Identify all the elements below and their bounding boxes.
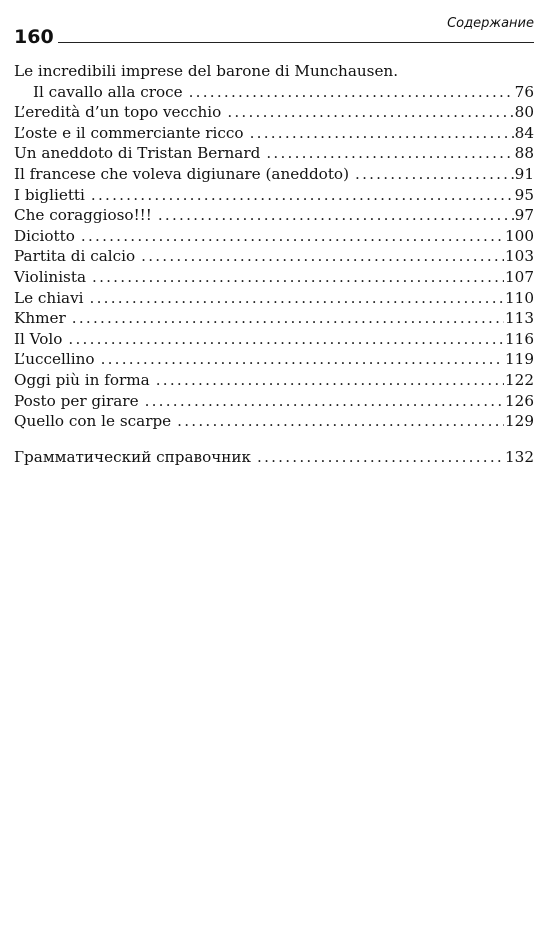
toc-entry-title: Che coraggioso!!! [14, 206, 152, 225]
header-rule [58, 42, 534, 43]
dot-leader [257, 447, 504, 468]
dot-leader [68, 329, 504, 350]
toc-entry-page: 122 [505, 370, 534, 389]
dot-leader [72, 308, 504, 329]
toc-entry-page: 126 [505, 391, 534, 410]
page-number: 160 [14, 26, 54, 48]
dot-leader [145, 391, 504, 412]
dot-leader [101, 349, 504, 370]
toc-entry [14, 349, 534, 370]
toc-entry [14, 288, 534, 309]
toc-entry-page: 100 [505, 226, 534, 245]
toc-entry [14, 226, 534, 247]
toc-entry-title: L’uccellino [14, 350, 95, 369]
toc-entry-page: 76 [514, 82, 534, 101]
toc-entry-page: 84 [514, 123, 534, 142]
toc-entry-title: Violinista [14, 267, 87, 286]
toc-entry-page: 88 [514, 144, 534, 163]
toc-entry-title: Il cavallo alla croce [33, 82, 183, 101]
toc-heading-munchausen [14, 61, 534, 82]
table-of-contents [14, 61, 534, 467]
dot-leader [141, 246, 504, 267]
toc-entry [14, 370, 534, 391]
toc-entry-title: I biglietti [14, 185, 85, 204]
toc-entry-title: Oggi più in forma [14, 370, 150, 389]
toc-entry-title: L’eredità d’un topo vecchio [14, 103, 222, 122]
toc-entry [14, 267, 534, 288]
dot-leader [227, 102, 513, 123]
toc-entry-page: 97 [514, 206, 534, 225]
toc-entry-page: 113 [505, 309, 534, 328]
toc-entry [14, 143, 534, 164]
toc-entry [14, 205, 534, 226]
toc-entry-grammar [14, 447, 534, 468]
toc-entry [14, 123, 534, 144]
dot-leader [90, 288, 504, 309]
dot-leader [81, 226, 504, 247]
toc-entry [14, 391, 534, 412]
toc-entry-title: Un aneddoto di Tristan Bernard [14, 144, 261, 163]
toc-entry [14, 308, 534, 329]
toc-entry-title: Khmer [14, 309, 66, 328]
toc-entry-title: Le incredibili imprese del barone di Munchausen. [14, 62, 399, 80]
toc-entry-title: Partita di calcio [14, 247, 136, 266]
toc-entry-page: 119 [505, 350, 534, 369]
toc-entry-title: Quello con le scarpe [14, 412, 172, 431]
toc-entry-page: 129 [505, 412, 534, 431]
dot-leader [355, 164, 514, 185]
toc-entry [14, 329, 534, 350]
toc-entry [14, 164, 534, 185]
toc-entry-title: Le chiavi [14, 288, 84, 307]
toc-entry-page: 103 [505, 247, 534, 266]
toc-entry-page: 116 [505, 329, 534, 348]
toc-entry-page: 95 [514, 185, 534, 204]
toc-entry-page: 91 [514, 164, 534, 183]
toc-entry [14, 82, 534, 103]
dot-leader [250, 123, 514, 144]
dot-leader [189, 82, 514, 103]
toc-entry-title: Posto per girare [14, 391, 139, 410]
dot-leader [156, 370, 504, 391]
dot-leader [91, 185, 514, 206]
toc-entry-page: 80 [514, 103, 534, 122]
toc-entry [14, 246, 534, 267]
page-header [14, 14, 534, 48]
dot-leader [92, 267, 504, 288]
toc-entry-title: L’oste e il commerciante ricco [14, 123, 244, 142]
dot-leader [177, 411, 504, 432]
dot-leader [266, 143, 513, 164]
toc-entry-title: Il Volo [14, 329, 63, 348]
toc-entry-title: Грамматический справочник [14, 447, 252, 466]
toc-entry [14, 102, 534, 123]
toc-entry [14, 411, 534, 432]
section-title: Содержание [447, 16, 534, 31]
toc-entry-page: 107 [505, 267, 534, 286]
toc-entry [14, 185, 534, 206]
toc-entry-title: Diciotto [14, 226, 75, 245]
toc-entry-page: 132 [505, 447, 534, 466]
dot-leader [158, 205, 514, 226]
toc-entry-page: 110 [505, 288, 534, 307]
toc-entry-title: Il francese che voleva digiunare (aneddoto) [14, 164, 350, 183]
